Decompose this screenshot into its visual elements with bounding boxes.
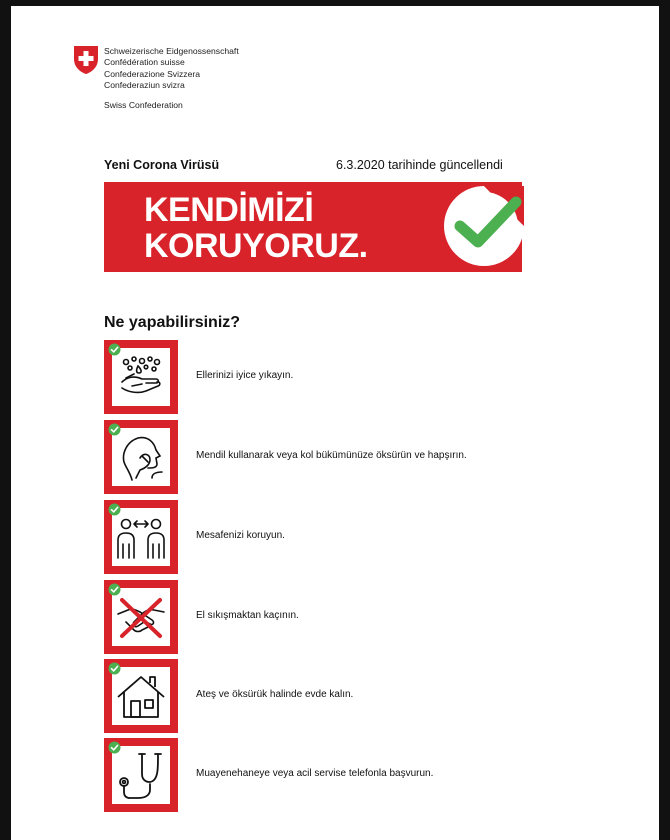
document-page: [11, 6, 659, 840]
rule-tile: [104, 340, 178, 414]
rule-text: El sıkışmaktan kaçının.: [196, 610, 299, 621]
rule-tile: [104, 659, 178, 733]
rule-item: [104, 580, 544, 654]
rule-tile: [104, 500, 178, 574]
check-badge-icon: [108, 583, 121, 596]
section-title: Ne yapabilirsiniz?: [104, 314, 241, 331]
sneeze-elbow-icon: [112, 428, 170, 486]
rule-text: Mendil kullanarak veya kol bükümünüze öksürün ve hapşırın.: [196, 450, 467, 461]
gov-line-en: Swiss Confederation: [104, 100, 183, 111]
update-date: 6.3.2020 tarihinde güncellendi: [336, 158, 503, 172]
gov-line-it: Confederazione Svizzera: [104, 68, 201, 79]
rule-item: [104, 738, 544, 812]
gov-line-de: Schweizerische Eidgenossenschaft: [104, 46, 239, 56]
check-badge-icon: [108, 662, 121, 675]
rule-item: [104, 340, 544, 414]
check-badge-icon: [108, 343, 121, 356]
rule-tile: [104, 420, 178, 494]
check-badge-icon: [108, 503, 121, 516]
stethoscope-icon: [112, 746, 170, 804]
swiss-crest-icon: [73, 45, 99, 75]
hand-washing-icon: [112, 348, 170, 406]
banner-line-2: KORUYORUZ.: [144, 227, 368, 265]
banner-slogan: [144, 192, 368, 264]
distance-icon: [112, 508, 170, 566]
banner-line-1: KENDİMİZİ: [144, 191, 314, 229]
rule-text: Muayenehaneye veya acil servise telefonla başvurun.: [196, 768, 434, 779]
confederation-names: [104, 46, 239, 111]
checkmark-badge-icon: [438, 180, 530, 272]
rule-text: Ateş ve öksürük halinde evde kalın.: [196, 689, 354, 700]
no-handshake-icon: [112, 588, 170, 646]
check-badge-icon: [108, 741, 121, 754]
campaign-banner: [104, 182, 522, 272]
rule-item: [104, 420, 544, 494]
rule-text: Ellerinizi iyice yıkayın.: [196, 370, 294, 381]
document-subtitle: Yeni Corona Virüsü: [104, 158, 220, 172]
gov-line-rm: Confederaziun svizra: [104, 79, 185, 90]
check-badge-icon: [108, 423, 121, 436]
rule-tile: [104, 738, 178, 812]
gov-line-fr: Confédération suisse: [104, 57, 185, 68]
rule-text: Mesafenizi koruyun.: [196, 530, 285, 541]
stay-home-icon: [112, 667, 170, 725]
rule-tile: [104, 580, 178, 654]
rule-item: [104, 500, 544, 574]
rule-item: [104, 659, 544, 733]
